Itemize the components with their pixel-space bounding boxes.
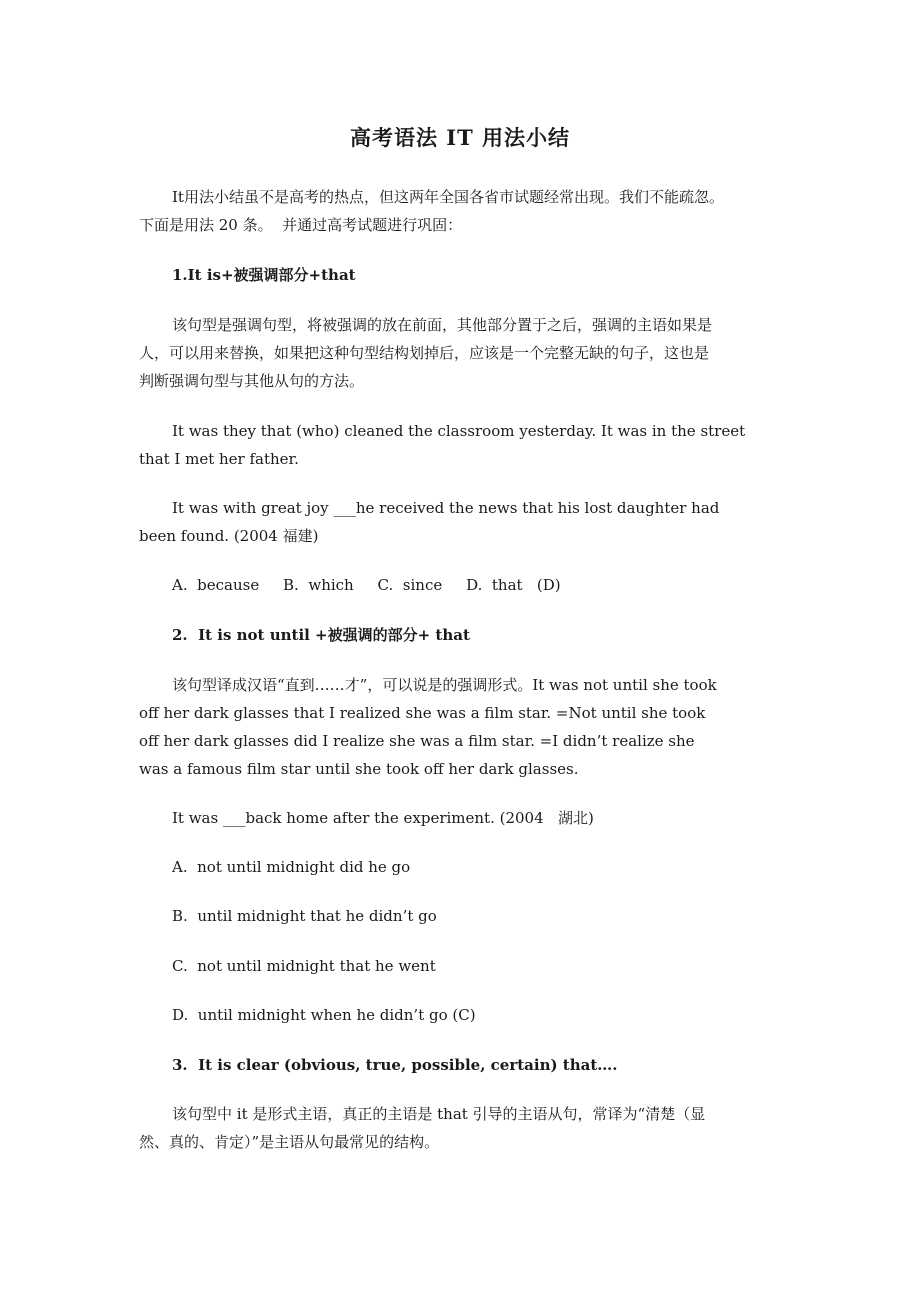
paragraph-line: off her dark glasses did I realize she was a film star. =I didn’t realize she (139, 732, 695, 750)
paragraph-line: 该句型中 it 是形式主语，真正的主语是 that 引导的主语从句，常译为“清楚（显 (172, 1105, 706, 1123)
paragraph-line: 该句型译成汉语“直到……才”，可以说是的强调形式。It was not until she took (172, 676, 717, 694)
answer-option: D. until midnight when he didn’t go (C) (172, 1006, 476, 1024)
answer-option: B. until midnight that he didn’t go (172, 907, 437, 925)
answer-options: A. because B. which C. since D. that (D) (172, 576, 561, 594)
question-line: been found. (2004 福建) (139, 527, 319, 545)
section-heading-2: 2. It is not until +被强调的部分+ that (172, 626, 470, 644)
paragraph-line: off her dark glasses that I realized she was a film star. =Not until she took (139, 704, 706, 722)
section-heading-1: 1.It is+被强调部分+that (172, 266, 356, 284)
answer-option: C. not until midnight that he went (172, 957, 436, 975)
paragraph-line: 人，可以用来替换，如果把这种句型结构划掉后，应该是一个完整无缺的句子，这也是 (139, 344, 710, 362)
intro-line-2: 下面是用法 20 条。 并通过高考试题进行巩固： (139, 216, 463, 234)
paragraph-line: was a famous film star until she took off her dark glasses. (139, 760, 579, 778)
question-line: It was ___back home after the experiment. (2004 湖北) (172, 809, 594, 827)
answer-option: A. not until midnight did he go (172, 858, 411, 876)
example-line: It was they that (who) cleaned the classroom yesterday. It was in the street (172, 422, 746, 440)
page-title: 高考语法 IT 用法小结 (349, 125, 571, 150)
paragraph-line: 该句型是强调句型，将被强调的放在前面，其他部分置于之后，强调的主语如果是 (172, 316, 713, 334)
paragraph-line: 然、真的、肯定）”是主语从句最常见的结构。 (139, 1133, 440, 1151)
intro-line-1: It用法小结虽不是高考的热点，但这两年全国各省市试题经常出现。我们不能疏忽。 (172, 188, 724, 206)
question-line: It was with great joy ___he received the news that his lost daughter had (172, 499, 720, 517)
paragraph-line: 判断强调句型与其他从句的方法。 (139, 372, 365, 390)
section-heading-3: 3. It is clear (obvious, true, possible, certain) that…. (172, 1056, 618, 1074)
example-line: that I met her father. (139, 450, 299, 468)
